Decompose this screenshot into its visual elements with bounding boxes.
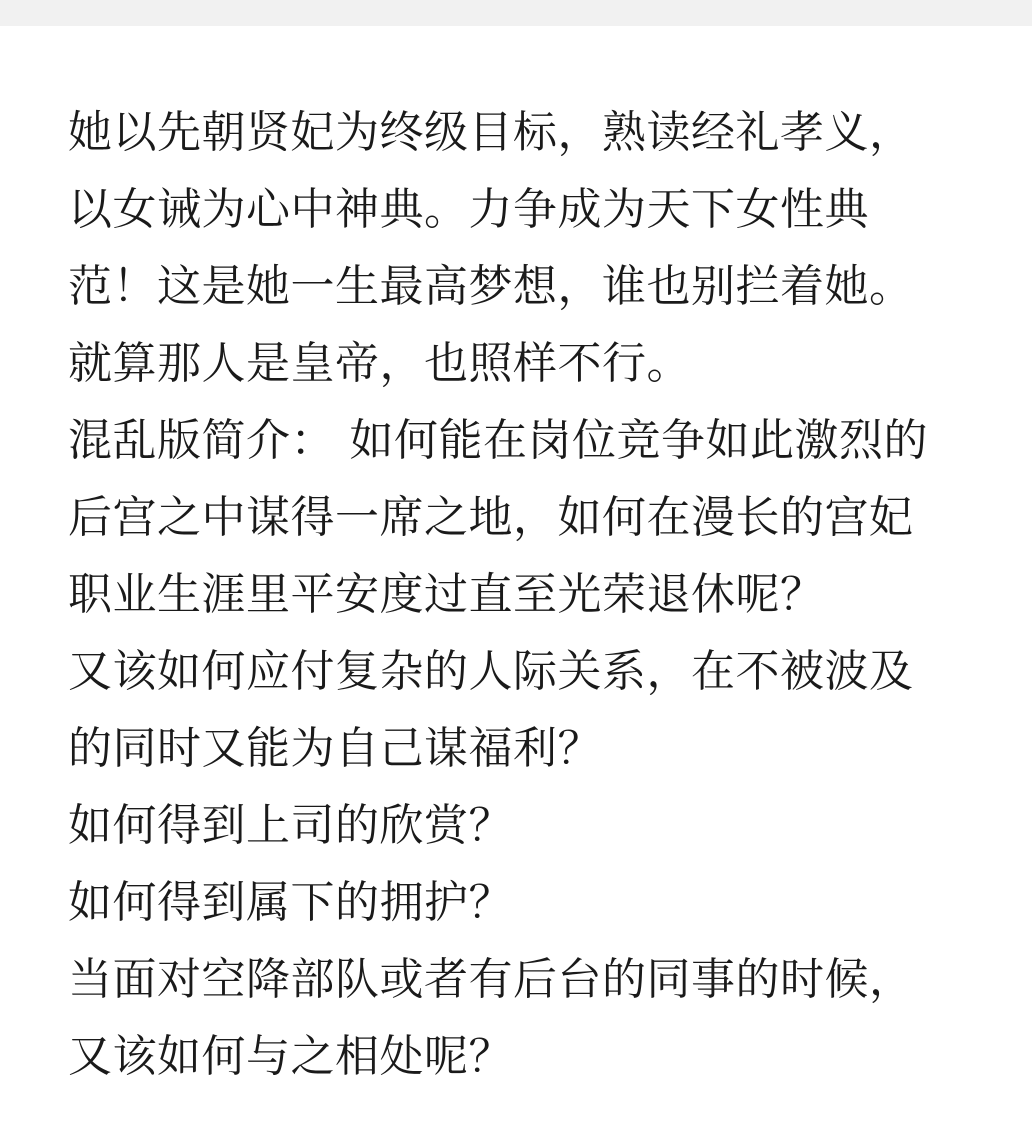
text-line-11: 如何得到属下的拥护？: [68, 877, 513, 928]
text-line-12: 当面对空降部队或者有后台的同事的时候，: [68, 954, 914, 1005]
text-line-8: 又该如何应付复杂的人际关系，在不被波及: [68, 646, 914, 697]
text-line-7: 职业生涯里平安度过直至光荣退休呢？: [68, 569, 825, 620]
synopsis-text: [68, 94, 1008, 1095]
text-line-4: 就算那人是皇帝，也照样不行。: [68, 338, 691, 389]
text-line-10: 如何得到上司的欣赏？: [68, 800, 513, 851]
text-line-13: 又该如何与之相处呢？: [68, 1031, 513, 1082]
text-line-2: 以女诫为心中神典。力争成为天下女性典: [68, 184, 869, 235]
text-line-9: 的同时又能为自己谋福利？: [68, 723, 602, 774]
top-background-strip: [0, 0, 1032, 26]
content-card: [0, 26, 1032, 1125]
text-line-3: 范！这是她一生最高梦想，谁也别拦着她。: [68, 261, 914, 312]
text-line-5: 混乱版简介： 如何能在岗位竞争如此激烈的: [68, 415, 928, 466]
text-line-1: 她以先朝贤妃为终级目标，熟读经礼孝义，: [68, 107, 914, 158]
text-line-6: 后宫之中谋得一席之地，如何在漫长的宫妃: [68, 492, 914, 543]
